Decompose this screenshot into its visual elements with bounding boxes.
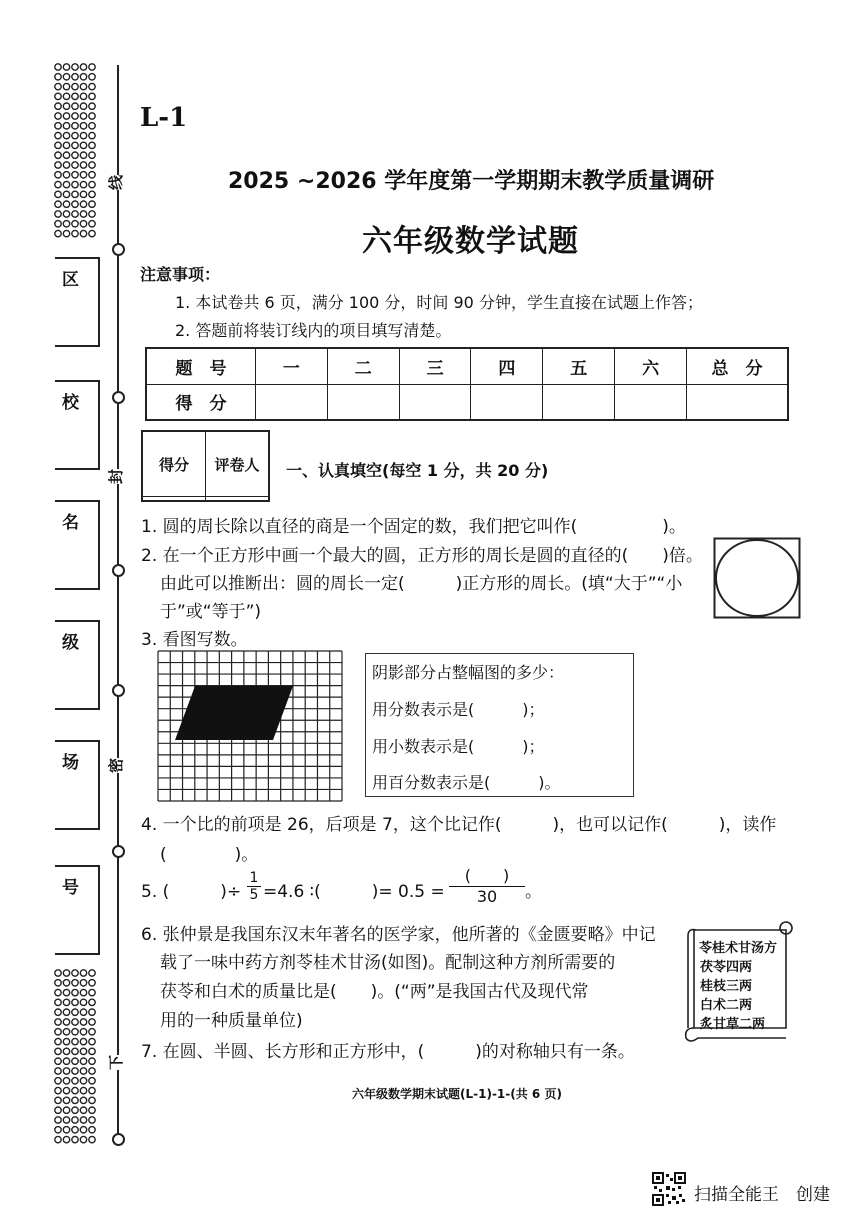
qr-code-icon <box>652 1172 686 1206</box>
score-table-score-row <box>146 384 788 420</box>
question-6-line-4: 用的一种质量单位) <box>160 1011 303 1031</box>
score-cell[interactable] <box>687 384 789 420</box>
question-3-answer-box <box>365 653 634 797</box>
binding-line <box>117 65 119 1145</box>
question-3: 3. 看图写数。 <box>141 630 248 650</box>
question-4-line-1: 4. 一个比的前项是 26，后项是 7，这个比记作( )，也可以记作( )，读作 <box>141 815 777 835</box>
scroll-item: 桂枝三两 <box>700 979 753 994</box>
hole-pattern-top <box>52 62 102 242</box>
binding-circle <box>112 564 125 577</box>
field-label-name: 名 <box>62 513 79 533</box>
score-header-cell: 六 <box>615 348 687 384</box>
question-2-line-3: 于”或“等于”) <box>160 602 262 622</box>
q5-frac-numerator: 1 <box>247 870 261 887</box>
q5-frac2-denominator: 30 <box>476 887 498 906</box>
scroll-title: 苓桂术甘汤方 <box>699 941 778 956</box>
grader-score-label: 得分 <box>142 431 206 497</box>
field-label-district: 区 <box>62 270 79 290</box>
field-label-seat-number: 号 <box>62 878 79 898</box>
section-1-title: 一、认真填空(每空 1 分，共 20 分) <box>286 461 549 480</box>
question-4-line-2: ( )。 <box>160 845 259 865</box>
binding-circle <box>112 243 125 256</box>
score-header-cell: 二 <box>327 348 399 384</box>
paper-code: L-1 <box>140 103 188 133</box>
q3-percent-answer[interactable]: 用百分数表示是( )。 <box>372 773 561 792</box>
score-cell[interactable] <box>256 384 328 420</box>
page-footer: 六年级数学期末试题(L-1)-1-(共 6 页) <box>352 1087 562 1101</box>
q5-fraction-over-30 <box>449 866 525 907</box>
score-header-cell: 三 <box>399 348 471 384</box>
binding-circle <box>112 1133 125 1146</box>
exam-title: 2025 ~2026 学年度第一学期期末教学质量调研 <box>228 169 715 194</box>
q5-end: 。 <box>525 882 542 902</box>
question-2-line-2: 由此可以推断出：圆的周长一定( )正方形的周长。(填“大于”“小 <box>160 574 683 594</box>
question-6-line-1: 6. 张仲景是我国东汉末年著名的医学家，他所著的《金匮要略》中记 <box>141 925 656 945</box>
score-cell[interactable] <box>471 384 543 420</box>
q5-fraction-one-fifth <box>247 870 261 903</box>
question-6-line-3: 茯苓和白术的质量比是( )。(“两”是我国古代及现代常 <box>160 982 589 1002</box>
cut-char-xian: 线 <box>107 174 126 191</box>
binding-circle <box>112 684 125 697</box>
question-7: 7. 在圆、半圆、长方形和正方形中，( )的对称轴只有一条。 <box>141 1042 635 1062</box>
score-row-label: 得 分 <box>146 384 256 420</box>
scroll-item: 炙甘草二两 <box>700 1017 766 1032</box>
watermark-text: 扫描全能王 创建 <box>694 1185 830 1205</box>
grader-table <box>141 430 270 502</box>
q5-part-a: 5. ( )÷ <box>141 882 242 902</box>
grader-score-cell[interactable] <box>142 497 206 501</box>
grader-name-label: 评卷人 <box>206 431 270 497</box>
score-table <box>145 347 789 421</box>
score-header-cell: 总 分 <box>687 348 789 384</box>
scroll-item: 茯苓四两 <box>700 960 753 975</box>
notes-heading: 注意事项： <box>140 265 221 284</box>
q5-frac2-numerator[interactable]: ( ) <box>449 866 525 887</box>
score-cell[interactable] <box>327 384 399 420</box>
field-label-exam-room: 场 <box>62 753 79 773</box>
question-6-line-2: 载了一味中药方剂苓桂术甘汤(如图)。配制这种方剂所需要的 <box>160 953 616 973</box>
score-table-header-row <box>146 348 788 384</box>
field-label-class: 级 <box>62 633 79 653</box>
score-cell[interactable] <box>543 384 615 420</box>
grader-name-cell[interactable] <box>206 497 270 501</box>
q3-box-prompt: 阴影部分占整幅图的多少： <box>372 663 565 682</box>
circle-in-square-figure <box>713 537 801 619</box>
grid-parallelogram-figure <box>157 650 343 802</box>
score-header-cell: 四 <box>471 348 543 384</box>
q5-frac-denominator: 5 <box>249 887 259 903</box>
cut-char-mi: 密 <box>107 757 126 774</box>
scroll-item: 白术二两 <box>700 998 753 1013</box>
notes-item-1: 1. 本试卷共 6 页，满分 100 分，时间 90 分钟，学生直接在试题上作答； <box>175 293 703 312</box>
q5-part-b: =4.6 ∶( )= 0.5 = <box>263 882 445 902</box>
question-2-line-1: 2. 在一个正方形中画一个最大的圆，正方形的周长是圆的直径的( )倍。 <box>141 546 703 566</box>
cut-char-xia: 下 <box>107 1054 126 1071</box>
question-1: 1. 圆的周长除以直径的商是一个固定的数，我们把它叫作( )。 <box>141 517 686 537</box>
paper-subtitle: 六年级数学试题 <box>362 224 579 259</box>
score-header-cell: 一 <box>256 348 328 384</box>
cut-char-feng: 封 <box>107 468 126 485</box>
q3-decimal-answer[interactable]: 用小数表示是( )； <box>372 737 545 756</box>
binding-circle <box>112 391 125 404</box>
score-cell[interactable] <box>399 384 471 420</box>
q3-fraction-answer[interactable]: 用分数表示是( )； <box>372 700 545 719</box>
score-header-cell: 题 号 <box>146 348 256 384</box>
score-cell[interactable] <box>615 384 687 420</box>
hole-pattern-bottom <box>52 968 102 1148</box>
binding-circle <box>112 845 125 858</box>
field-label-school: 校 <box>62 393 79 413</box>
score-header-cell: 五 <box>543 348 615 384</box>
notes-item-2: 2. 答题前将装订线内的项目填写清楚。 <box>175 321 452 340</box>
